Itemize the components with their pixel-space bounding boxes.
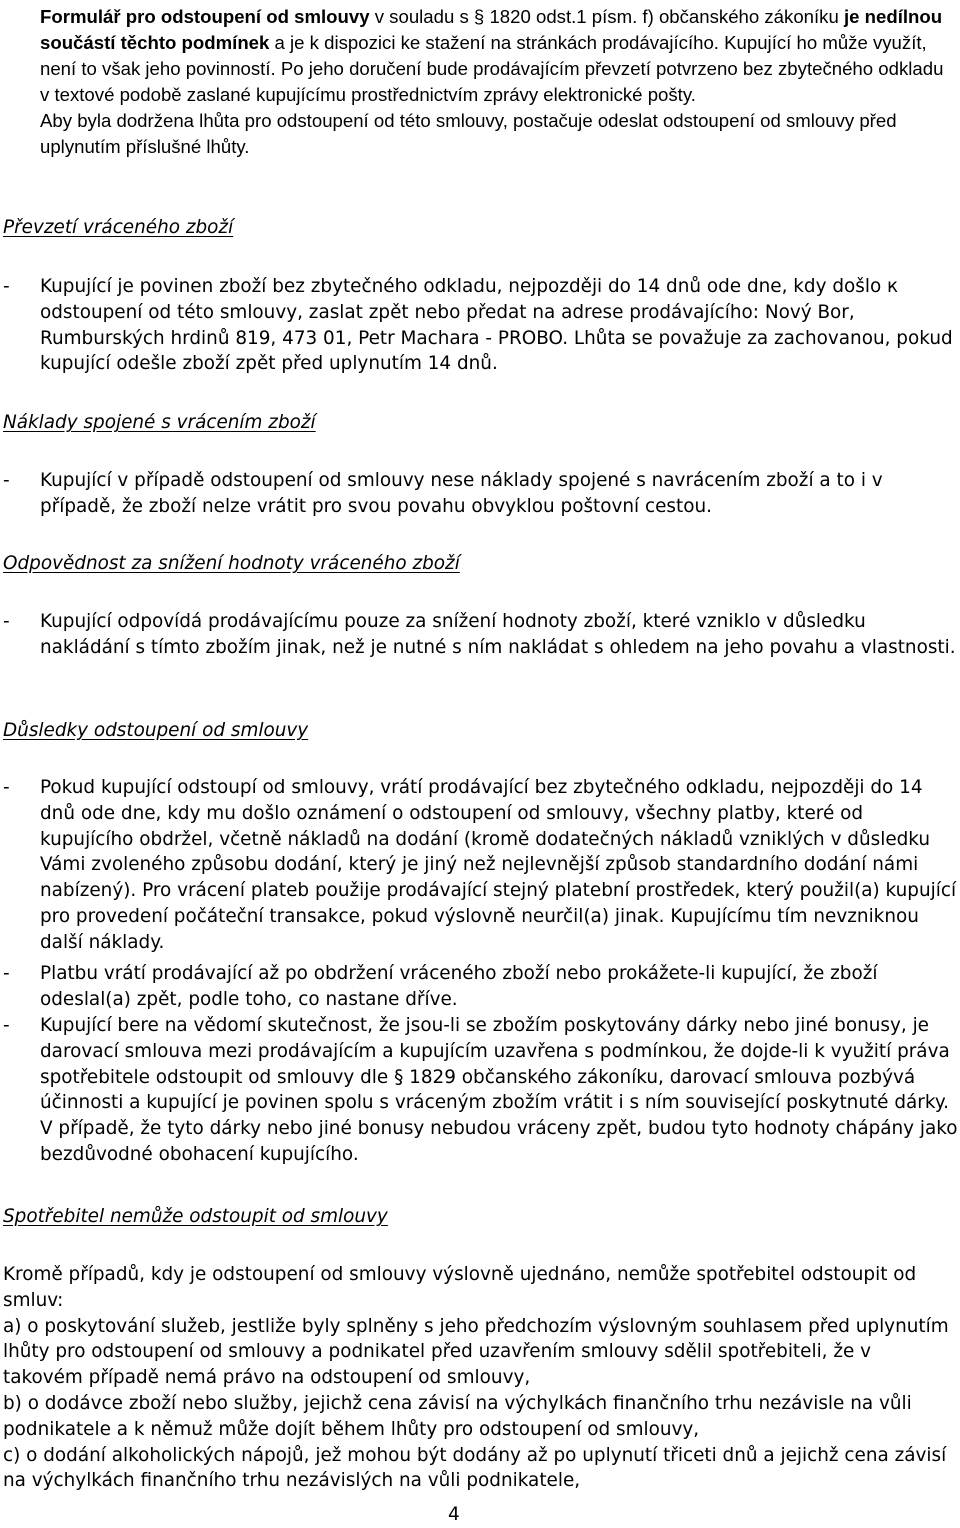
list-item bbox=[0, 775, 958, 956]
list-item bbox=[0, 468, 958, 520]
list-item-text: Kupující v případě odstoupení od smlouvy nese náklady spojené s navrácením zboží a to i v případě, že zboží nelze vrátit pro svou povahu obvyklou poštovní cestou. bbox=[40, 470, 883, 517]
list-dash: - bbox=[3, 470, 10, 491]
section-heading-nemuze: Spotřebitel nemůže odstoupit od smlouvy bbox=[3, 1206, 388, 1227]
intro-block bbox=[40, 4, 955, 160]
page-number: 4 bbox=[448, 1504, 460, 1525]
list-item bbox=[0, 961, 958, 1013]
list-dash: - bbox=[3, 276, 10, 297]
list-dash: - bbox=[3, 777, 10, 798]
list-item bbox=[0, 609, 958, 661]
intro-text-1: v souladu s § 1820 odst.1 písm. f) občanského zákoníku bbox=[369, 6, 844, 27]
intro-bold-form-title: Formulář pro odstoupení od smlouvy bbox=[40, 6, 370, 27]
list-dash: - bbox=[3, 611, 10, 632]
section-heading-naklady: Náklady spojené s vrácením zboží bbox=[3, 412, 316, 433]
exception-c: c) o dodání alkoholických nápojů, jež mohou být dodány až po uplynutí třiceti dnů a jejichž cena závisí na výchylkách finančního trhu nezávislých na vůli podnikatele, bbox=[3, 1444, 947, 1492]
section-heading-dusledky: Důsledky odstoupení od smlouvy bbox=[3, 720, 309, 741]
intro-paragraph-2: Aby byla dodržena lhůta pro odstoupení od této smlouvy, postačuje odeslat odstoupení od smlouvy před uplynutím příslušné lhůty. bbox=[40, 110, 897, 157]
list-item bbox=[0, 1013, 958, 1168]
exception-a: a) o poskytování služeb, jestliže byly splněny s jeho předchozím výslovným souhlasem před uplynutím lhůty pro odstoupení od smlouvy a podnikatel před uzavřením smlouvy sdělil spotřebiteli, že v takovém případě nemá právo na odstoupení od smlouvy, bbox=[3, 1315, 949, 1389]
intro-bold-integral: je nedílnou součástí těchto podmínek bbox=[40, 6, 943, 53]
list-item-text: Pokud kupující odstoupí od smlouvy, vrátí prodávající bez zbytečného odkladu, nejpozději do 14 dnů ode dne, kdy mu došlo oznámení o odstoupení od smlouvy, všechny platby, které od kupujícího obdržel, včetně nákladů na dodání (kromě dodatečných nákladů vzniklých v důsledku Vámi zvoleného způsobu dodání, který je jiný než nejlevnější způsob standardního dodání námi nabízený). Pro vrácení plateb použije prodávající stejný platební prostředek, který použil(a) kupující pro provedení počáteční transakce, pokud výslovně neurčil(a) jinak. Kupujícímu tím nevzniknou další náklady. bbox=[40, 777, 957, 953]
list-dash: - bbox=[3, 963, 10, 984]
list-item-text: Kupující je povinen zboží bez zbytečného odkladu, nejpozději do 14 dnů ode dne, kdy došlo к odstoupení od této smlouvy, zaslat zpět nebo předat na adrese prodávajícího: Nový Bor, Rumburských hrdinů 819, 473 01, Petr Machara - PROBO. Lhůta se považuje za zachovanou, pokud kupující odešle zboží zpět před uplynutím 14 dnů. bbox=[40, 276, 953, 375]
exceptions-paragraph bbox=[3, 1262, 953, 1494]
exception-b: b) o dodávce zboží nebo služby, jejichž cena závisí na výchylkách finančního trhu nezávisle na vůli podnikatele a k němuž může dojít během lhůty pro odstoupení od smlouvy, bbox=[3, 1392, 912, 1440]
list-item-text: Kupující odpovídá prodávajícímu pouze za snížení hodnoty zboží, které vzniklo v důsledku nakládání s tímto zbožím jinak, než je nutné s ním nakládat s ohledem na jeho povahu a vlastnosti. bbox=[40, 611, 956, 658]
list-item bbox=[0, 274, 958, 377]
section-heading-odpovednost: Odpovědnost za snížení hodnoty vráceného zboží bbox=[3, 553, 460, 574]
intro-text-2: a je k dispozici ke stažení na stránkách prodávajícího. Kupující ho může využít, není to však jeho povinností. Po jeho doručení bude prodávajícím převzetí potvrzeno bez zbytečného odkladu v textové podobě zaslané kupujícímu prostřednictvím zprávy elektronické pošty. bbox=[40, 32, 944, 105]
list-item-text: Platbu vrátí prodávající až po obdržení vráceného zboží nebo prokážete-li kupující, že zboží odeslal(a) zpět, podle toho, co nastane dříve. bbox=[40, 963, 878, 1010]
list-item-text: Kupující bere na vědomí skutečnost, že jsou-li se zbožím poskytovány dárky nebo jiné bonusy, je darovací smlouva mezi prodávajícím a kupujícím uzavřena s podmínkou, že dojde-li k využití práva spotřebitele odstoupit od smlouvy dle § 1829 občanského zákoníku, darovací smlouva pozbývá účinnosti a kupující je povinen spolu s vráceným zbožím vrátit i s ním související poskytnuté dárky. V případě, že tyto dárky nebo jiné bonusy nebudou vráceny zpět, budou tyto hodnoty chápány jako bezdůvodné obohacení kupujícího. bbox=[40, 1015, 958, 1165]
section-heading-prevzeti: Převzetí vráceného zboží bbox=[3, 217, 234, 238]
intro-paragraph-1 bbox=[40, 4, 955, 108]
exceptions-intro: Kromě případů, kdy je odstoupení od smlouvy výslovně ujednáno, nemůže spotřebitel odstoupit od smluv: bbox=[3, 1264, 917, 1311]
list-dash: - bbox=[3, 1015, 10, 1036]
